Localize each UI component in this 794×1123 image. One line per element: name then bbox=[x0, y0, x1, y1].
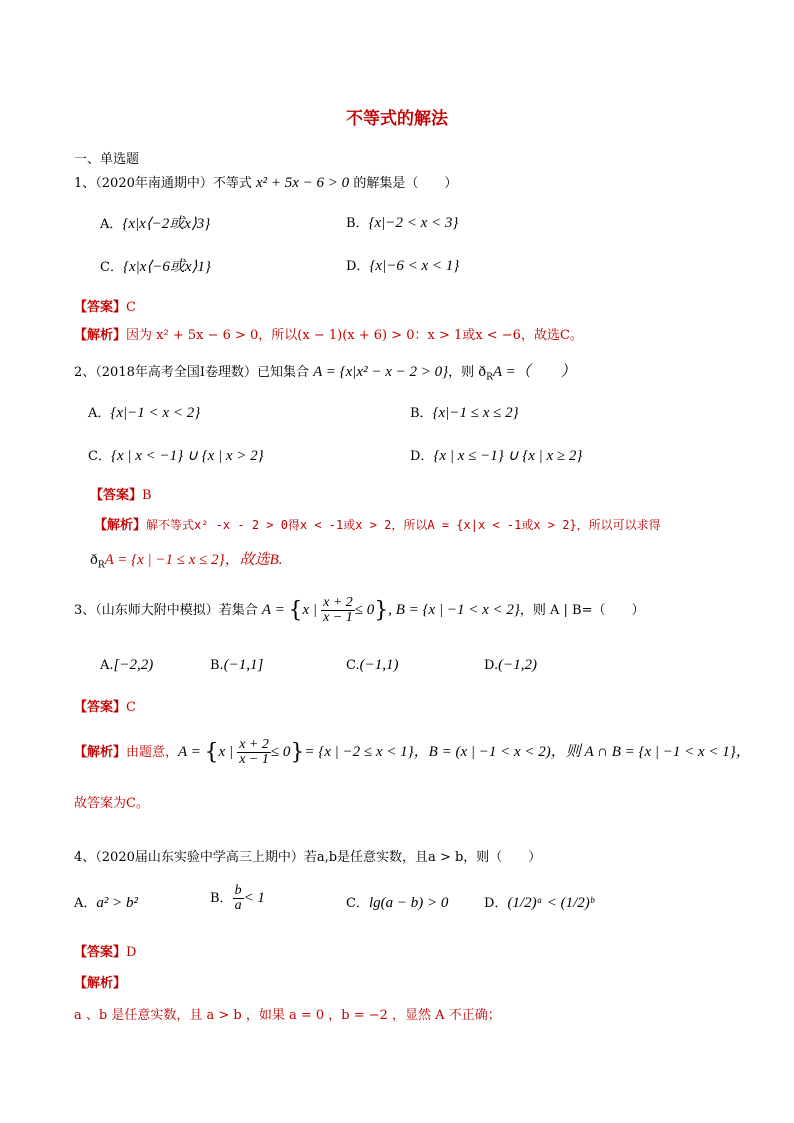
q1-stem-tail: 的解集是（ ） bbox=[353, 176, 458, 191]
q3-stem-text: 3、（山东师大附中模拟）若集合 bbox=[74, 603, 258, 618]
option-label: A. bbox=[100, 658, 114, 673]
q2-stem-mid: ，则 ð bbox=[448, 365, 487, 380]
q2-option-c[interactable] bbox=[88, 445, 264, 465]
q4-stem: 4、（2020届山东实验中学高三上期中）若a,b是任意实数，且a > b，则（ ） bbox=[74, 850, 542, 865]
option-text: {x|−6 < x < 1} bbox=[369, 258, 460, 274]
q4-answer bbox=[74, 941, 136, 960]
option-text: (1/2)ᵃ bbox=[507, 895, 543, 911]
option-text: {x|−2 < x < 3} bbox=[368, 215, 459, 231]
answer-tag: 【答案】 bbox=[74, 700, 127, 715]
option-label: A． bbox=[74, 896, 97, 911]
analysis-text: 解不等式x² -x - 2 > 0得x < -1或x > 2，所以A = {x|x < -1或x > 2}，所以可以求得 bbox=[146, 518, 661, 532]
option-label: D． bbox=[410, 449, 434, 464]
q4-option-c[interactable] bbox=[346, 892, 448, 912]
q1-option-b[interactable] bbox=[346, 212, 458, 232]
q2-stem-tail: A =（ ） bbox=[492, 364, 576, 380]
complement-symbol: ð bbox=[90, 553, 98, 568]
q4-option-a[interactable] bbox=[74, 892, 138, 912]
option-label: D． bbox=[484, 896, 508, 911]
section-heading: 一、单选题 bbox=[74, 152, 140, 167]
q3-analysis-fraction bbox=[237, 738, 271, 767]
answer-tag: 【答案】 bbox=[74, 945, 127, 960]
q3-stem: 3、（山东师大附中模拟）若集合 A = {x | $\frac{x + 2}{x - 1}$ ≤ 0}, B = {x | −1 < x < 2}，则 A | B=（ ） bbox=[74, 595, 645, 625]
analysis-tag: 【解析】 bbox=[74, 745, 127, 760]
option-label: C． bbox=[100, 260, 123, 275]
option-label: B. bbox=[210, 658, 224, 673]
fraction-denominator: x − 1 bbox=[323, 610, 353, 625]
q2-answer bbox=[90, 484, 152, 503]
option-text: (−1,1) bbox=[359, 657, 399, 673]
q2-analysis bbox=[94, 514, 661, 533]
fraction-numerator: x + 2 bbox=[323, 595, 353, 610]
option-label: B． bbox=[410, 406, 433, 421]
q4-analysis-heading bbox=[74, 972, 126, 991]
analysis-tag: 【解析】 bbox=[74, 976, 127, 991]
option-label: A． bbox=[88, 406, 111, 421]
analysis-text-cont: = {x | −2 ≤ x < 1}，B = (x | −1 < x < 2)，则 A ∩ B = {x | −1 < x < 1}， bbox=[304, 744, 751, 760]
option-text: {x|−1 < x < 2} bbox=[110, 405, 201, 421]
option-text: (−1,2) bbox=[498, 657, 537, 673]
q2-option-d[interactable] bbox=[410, 445, 582, 465]
option-label: D． bbox=[346, 259, 370, 274]
q4-option-b[interactable] bbox=[210, 884, 265, 913]
option-label: A． bbox=[100, 217, 123, 232]
q3-option-c[interactable] bbox=[346, 657, 399, 674]
q3-answer bbox=[74, 696, 136, 715]
option-text: {x | x < −1} ∪ {x | x > 2} bbox=[110, 448, 264, 464]
option-text: a² > b² bbox=[96, 895, 139, 911]
fraction-denominator: a bbox=[234, 898, 242, 913]
analysis-text-cont: A = {x | −1 ≤ x ≤ 2}，故选B. bbox=[104, 552, 283, 568]
option-label: B． bbox=[346, 216, 369, 231]
option-text: (−1,1] bbox=[223, 657, 264, 673]
q1-analysis bbox=[74, 324, 583, 343]
q3-fraction bbox=[321, 596, 355, 625]
answer-value: D bbox=[126, 945, 137, 960]
analysis-text: 由题意， bbox=[126, 745, 179, 760]
q1-expr: x² + 5x − 6 > 0 bbox=[256, 175, 350, 191]
answer-tag: 【答案】 bbox=[90, 488, 143, 503]
answer-value: C bbox=[126, 700, 136, 715]
q3-option-b[interactable] bbox=[210, 657, 263, 674]
q3-stem-tail: ，则 A | B=（ ） bbox=[519, 603, 645, 618]
q1-option-a[interactable] bbox=[100, 212, 210, 233]
q1-option-d[interactable] bbox=[346, 255, 459, 275]
option-fraction bbox=[233, 884, 244, 913]
option-text: < 1 bbox=[243, 890, 265, 906]
option-text: {x|x⟨−2或x⟩3} bbox=[122, 216, 211, 232]
q2-option-b[interactable] bbox=[410, 402, 519, 422]
q2-option-a[interactable] bbox=[88, 402, 200, 422]
option-label: C. bbox=[346, 658, 360, 673]
option-text: [−2,2) bbox=[113, 657, 154, 673]
page-title: 不等式的解法 bbox=[346, 109, 448, 129]
q4-option-d[interactable] bbox=[484, 892, 594, 912]
option-text: {x|x⟨−6或x⟩1} bbox=[122, 259, 211, 275]
analysis-tag: 【解析】 bbox=[74, 328, 127, 343]
fraction-numerator: x + 2 bbox=[239, 737, 269, 752]
answer-value: C bbox=[126, 300, 136, 315]
q4-analysis: a 、b 是任意实数，且 a > b ，如果 a = 0 ，b = −2 ，显然 A 不正确； bbox=[74, 1008, 501, 1023]
q3-option-d[interactable] bbox=[484, 657, 537, 674]
q3-expr-right: , B = {x | −1 < x < 2} bbox=[388, 602, 520, 618]
option-label: B． bbox=[210, 891, 233, 906]
q1-option-c[interactable] bbox=[100, 255, 211, 276]
answer-value: B bbox=[142, 488, 152, 503]
q3-expr-left: A = bbox=[261, 602, 289, 618]
q2-expr: A = {x|x² − x − 2 > 0} bbox=[313, 364, 449, 380]
q1-answer bbox=[74, 296, 136, 315]
option-text: {x|−1 ≤ x ≤ 2} bbox=[432, 405, 519, 421]
answer-tag: 【答案】 bbox=[74, 300, 127, 315]
analysis-tag: 【解析】 bbox=[94, 518, 147, 533]
q3-analysis-conclusion: 故答案为C。 bbox=[74, 796, 149, 811]
option-label: C． bbox=[346, 896, 369, 911]
analysis-text: 因为 x² + 5x − 6 > 0，所以(x − 1)(x + 6) > 0：x > 1或x < −6，故选C。 bbox=[126, 328, 583, 343]
option-label: C． bbox=[88, 449, 111, 464]
q1-stem-text: 1、（2020年南通期中）不等式 bbox=[74, 176, 252, 191]
q2-stem-text: 2、（2018年高考全国Ⅰ卷理数）已知集合 bbox=[74, 365, 309, 380]
q3-option-a[interactable] bbox=[100, 657, 153, 674]
fraction-denominator: x − 1 bbox=[239, 752, 269, 767]
fraction-numerator: b bbox=[234, 883, 242, 898]
option-label: D. bbox=[484, 658, 499, 673]
q2-analysis-line2: $ð_RA = \{x$ | −1 ≤ x ≤ 2}，故选B. bbox=[90, 552, 283, 571]
q3-analysis: 【解析】由题意，A = {x | $\frac{x + 2}{x - 1}$ ≤ 0}= {x | −2 ≤ x < 1}，B = (x | −1 < x < 2)，则 A ∩ B = {x | −1 < x < 1}， bbox=[74, 737, 751, 767]
option-text: lg(a − b) > 0 bbox=[368, 895, 449, 911]
q2-stem: 2、（2018年高考全国Ⅰ卷理数）已知集合 A = {x|x² − x − 2 > 0}，则 $ð_RA$ =（ ） bbox=[74, 364, 576, 383]
q1-stem bbox=[74, 172, 457, 192]
option-text: {x | x ≤ −1} ∪ {x | x ≥ 2} bbox=[433, 448, 583, 464]
option-text-cont: < (1/2)ᵇ bbox=[546, 895, 594, 911]
